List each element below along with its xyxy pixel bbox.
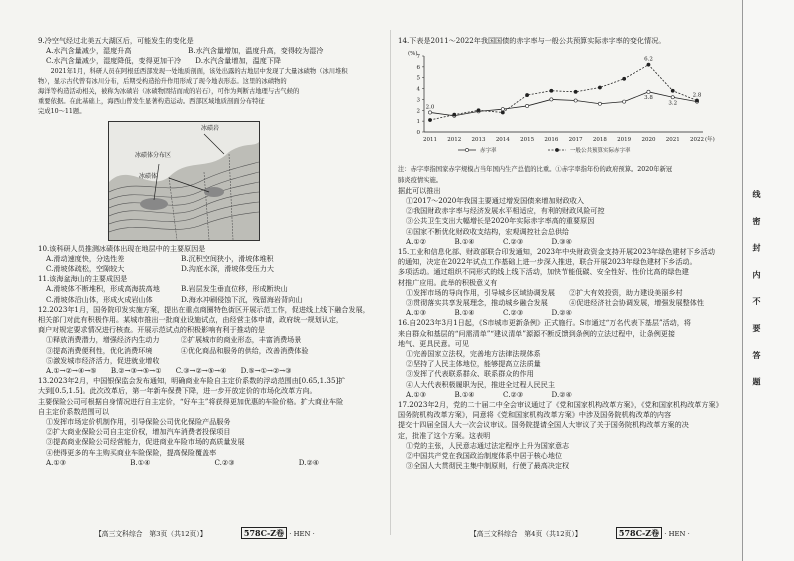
x-tick-label: 2018 [592,137,607,144]
question-text-line: 的通知，决定在2022年试点工作基础上进一步深入推进，联合开展2023年绿色建材下乡活动。 [398,257,697,267]
footer-left-label: 【高三文科综合 第3页（共12页）】 [95,530,207,538]
series-1-point [623,100,626,103]
question-text-line: 材推广应用。此举的积极意义有 [398,277,498,287]
question-text-line[interactable]: ③提高商业保险公司经营能力，促进商业车险市场的高质量发展 [46,437,245,447]
series-1-point [574,99,577,102]
question-text-line: 地气、更具民意。可见 [398,338,469,348]
deficit-rate-chart [398,48,728,163]
question-text-line: 相关部门对此有积极作用。某城市推出一批商业设施试点，由经营主体申请，政府统一规划认定， [38,315,344,325]
x-tick-label: 2011 [423,137,437,144]
question-text-line: 商户对规定要求情况进行核查。开展示范试点的积极影响有利于推动的是 [38,325,265,335]
footer-right [470,528,690,539]
series-1-point [671,96,674,99]
y-tick-label: 0 [416,130,420,137]
question-text-line[interactable]: A.①③ B.①④ C.②③ D.②④ [406,389,572,399]
x-tick-label: 2022 [690,137,704,144]
footer-left-code: 578C-Z卷 [241,527,287,539]
y-tick-label: 5 [416,75,420,82]
question-text-line: 来自群众和基层的“问需清单”“建议清单”源源不断反馈到条例的立法过程中，让条例更接 [398,328,675,338]
series-1-point [525,105,528,108]
questions-14-17 [398,165,728,471]
question-text-line: 重要依据。在此基础上，海西山曾发生显著构造运动。西部区域地质剖面分布特征 [38,98,265,106]
x-tick-label: 2021 [665,137,680,144]
x-tick-label: 2013 [471,137,486,144]
right-column [398,36,728,472]
data-label: 3.8 [644,95,653,102]
question-text-line: 肺炎疫情实施。 [398,176,443,184]
binding-strip [742,0,794,561]
y-tick-label: 1 [416,119,420,126]
x-tick-label: 2019 [617,137,632,144]
series-2-point [525,94,528,97]
chart-svg [398,48,728,160]
footer-left-tag: · HEN · [289,530,315,538]
question-text-line: 自主定价系数范围可以 [38,406,109,416]
y-tick-label: 6 [416,65,420,72]
question-text-line[interactable]: ②中国共产党在我国政治制度体系中居于核心地位 [406,451,563,461]
question-text-line[interactable]: C.滑坡体沿山体，形成火成岩山体 D.海水冲刷侵蚀下沉，残留海岩背向山 [46,294,303,304]
y-tick-label: 4 [416,86,420,93]
question-13-options [38,458,383,468]
series-2-point [574,90,577,93]
series-1-point [598,102,601,105]
data-label: 2.8 [692,92,702,99]
question-14-stem: 14.下表是2011～2022年我国国债的赤字率与一般公共预算实际赤字率的变化情况。 [398,36,666,45]
question-text-line: 2021年1月，科研人员在阿根廷西部发现一处地质剖面，该处出露的古地层中发现了大量冰碛物（冰川堆积 [38,67,348,75]
question-text-line: 多项活动。通过组织不同形式的线上线下活动，加快节能低碳、安全性好、性价比高的绿色建 [398,267,689,277]
y-tick-label: 2 [416,108,420,115]
question-text-line[interactable]: C.水汽含量减少，湿度降低，变得更加干冷 D.水汽含量增加，温度下降 [46,56,282,66]
legend-marker-1 [465,149,468,152]
series-2-point [598,86,601,89]
question-text-line: 10.该科研人员推测冰碛体出现在地层中的主要原因是 [38,243,206,253]
question-text-line: 定，批准了这个方案。这表明 [398,430,491,440]
questions-10-13 [38,244,383,458]
question-text-line[interactable]: ④国家不断优化财政收支结构，宏观调控社会总供给 [406,226,570,236]
footer-right-label: 【高三文科综合 第4页（共12页）】 [470,530,582,538]
footer-right-tag: · HEN · [664,530,690,538]
questions-9-intro [38,36,383,118]
question-text-line: 17.2023年2月，党的二十届二中全会审议通过了《党和国家机构改革方案》，《党和国家机构改革方案》 [398,400,723,410]
question-text-line[interactable]: ①党的主张，人民意志通过法定程序上升为国家意志 [406,440,570,450]
question-text-line[interactable]: ①2017～2020年我国主要通过增发国债来增加财政收入 [406,196,584,206]
series-2-point [501,111,504,114]
series-2-point [671,89,674,92]
question-text-line[interactable]: ②坚持了人民主体地位，能够提高立法质量 [406,359,541,369]
series-1-point [550,98,553,101]
series-2-point [453,113,456,116]
series-1-point [501,108,504,111]
series-2-point [695,99,698,102]
question-text-line[interactable]: ①释放消费潜力，增强经济内生动力 ②扩展城市的商业形态，丰富消费场景 [46,335,302,345]
x-tick-label: 2015 [520,137,535,144]
question-text-line: 据此可以推出 [398,185,441,195]
question-text-line: 注：赤字率指国家赤字规模占当年国内生产总值的比重。①赤字率指年份的政府预算。2020年新冠 [398,166,673,174]
series-line-2 [430,65,697,120]
geologic-section-drawing [109,122,259,240]
legend-label-1: 赤字率 [480,148,497,155]
question-text-line[interactable]: ①发挥市场定价机制作用，引导保险公司优化保险产品服务 [46,417,231,427]
question-text-line[interactable]: ①发挥市场的导向作用，引导城乡区域协调发展 ②扩大有效投资，助力建设美丽乡村 [406,287,683,297]
question-text-line[interactable]: A.水汽含量减少，湿度升高 B.水汽含量增加，温度升高，变得较为湿冷 [46,46,324,56]
question-text-line[interactable]: ③公共卫生支出大幅增长是2020年实际赤字率高的重要原因 [406,216,595,226]
series-1-point [428,111,431,114]
question-text-line: 16.自2023年3月1日起，《S市城市更新条例》正式施行。S市通过“万名代表下基层”活动，将 [398,318,691,328]
question-text-line: 主要保险公司可根据自身情况进行自主定价，“好车主”将获得更加优惠的车险价格。扩大商业车险 [38,396,344,406]
series-line-1 [430,92,697,116]
data-label: 6.2 [644,56,653,63]
y-axis-unit: (%) [408,51,418,58]
footer-left [95,528,315,539]
q13-option-a[interactable]: A.①③ [46,457,67,467]
question-text-line[interactable]: ③提高消费便利性，优化消费环境 ④优化商品和服务的供给，改善消费体验 [46,345,309,355]
question-text-line[interactable]: C.滑坡体疏松，空隙较大 D.沟底水深，滑坡体受压力大 [46,264,274,274]
question-text-line[interactable]: A.①② B.①④ C.②③ D.③④ [406,236,572,246]
question-text-line: 物），显示古代曾有冰川分布，后期受构造抬升作用形成了现今地表形态。这里的冰碛物的 [38,77,287,85]
question-text-line[interactable]: ②扩大商业保险公司自主定价权，增加汽车消费者投保项目 [46,427,231,437]
question-text-line: 15.工业和信息化部、财政部联合印发通知，2023年中央财政资金支持开展2023年绿色建材下乡活动 [398,247,715,257]
legend-label-2: 一般公共预算实际赤字率 [570,148,631,155]
footer-right-code: 578C-Z卷 [616,527,662,539]
y-tick-label: 3 [416,97,420,104]
binding-strip-text: 线 密 封 内 不 要 答 题 [752,190,762,394]
x-tick-label: 2020 [641,137,656,144]
question-text-line[interactable]: ②我国财政赤字率与经济发展水平相适应，有利的财政风险可控 [406,206,605,216]
series-1-point [647,90,650,93]
x-axis-unit: (年) [705,137,715,144]
x-tick-label: 2016 [544,137,559,144]
question-text-line[interactable]: ③贯彻落实共享发展理念，推动城乡融合发展 ④促进经济社会协调发展，增强发展整体性 [406,298,704,308]
data-label: 3.2 [668,100,678,107]
left-column [38,36,383,468]
question-text-line: 12.2023年1月，国务院印发实施方案，提出在重点商圈特色街区开展示范工作，促进线上线下融合发展， [38,304,370,314]
question-text-line[interactable]: A.①→②→④→⑤ B.②→③→⑤→① C.③→②→⑤→④ D.⑤→①→②→③ [46,366,292,376]
question-text-line[interactable]: A.滑坡体不断堆积，形成高海拔高地 B.岩层发生垂直位移，形成断块山 [46,284,288,294]
question-text-line: 11.该海盆海山的主要成因是 [38,274,128,284]
legend-marker-2 [555,149,558,152]
question-text-line[interactable]: ④人大代表积极履职为民，推进全过程人民民主 [406,379,555,389]
question-text-line[interactable]: ③全国人大贯彻民主集中制原则，行使了最高决定权 [406,461,570,471]
y-tick-label: 7 [416,54,420,61]
column-divider [390,30,391,535]
series-2-point [550,89,553,92]
q13-option-d[interactable]: D.②④ [298,457,320,467]
question-text-line: 提交十四届全国人大一次会议审议。国务院提请全国人大审议了关于国务院机构改革方案的决 [398,420,689,430]
question-text-line: 9.冷空气经过北美五大湖区后，可能发生的变化是 [38,36,194,45]
question-text-line: 大到[0.5,1.5]。此次改革后，第一年新车保费下降，进一步开放定价的市场化改革方向。 [38,386,317,396]
data-label: 2.0 [425,104,435,111]
question-text-line: 海洋等构造活动相关，被称为冰碛岩（冰碛物固结而成的岩石），可作为判断古地理与古气候的 [38,88,300,96]
series-2-point [428,119,431,122]
question-text-line[interactable]: A.①③ B.①④ C.②③ D.②④ [406,308,572,318]
x-tick-label: 2017 [568,137,583,144]
series-2-point [477,109,480,112]
figure-label-b: 冰碛体分布区 [135,151,172,159]
x-tick-label: 2012 [447,137,462,144]
question-text-line[interactable]: ①完善国家立法权，完善地方法律法规体系 [406,349,541,359]
q13-option-b[interactable]: B.①④ [130,457,151,467]
question-text-line[interactable]: ③发挥了代表联系群众、联系群众的作用 [406,369,534,379]
question-text-line[interactable]: ④使得更多的车主购买商业车险保险，提高保险覆盖率 [46,447,217,457]
question-text-line: 完成10～11题。 [38,108,86,116]
series-2-point [623,77,626,80]
geologic-section-figure [108,121,260,241]
x-tick-label: 2014 [495,137,510,144]
question-text-line: 13.2023年2月，中国银保监会发布通知，明确商业车险自主定价系数的浮动范围由[0.65,1.35]扩 [38,376,346,386]
series-2-point [647,63,650,66]
q13-option-c[interactable]: C.②③ [214,457,235,467]
question-text-line: 国务院机构改革方案》，同意将《党和国家机构改革方案》中涉及国务院机构改革的内容 [398,410,672,420]
figure-label-c: 冰碛体 [139,172,158,180]
figure-label-a: 冰碛岩 [201,124,220,132]
question-text-line[interactable]: ⑤激发城市经济活力，促进就业增收 [46,355,160,365]
question-text-line[interactable]: A.滑动速度快，分选性差 B.沉积空间狭小，滑坡体堆积 [46,253,274,263]
